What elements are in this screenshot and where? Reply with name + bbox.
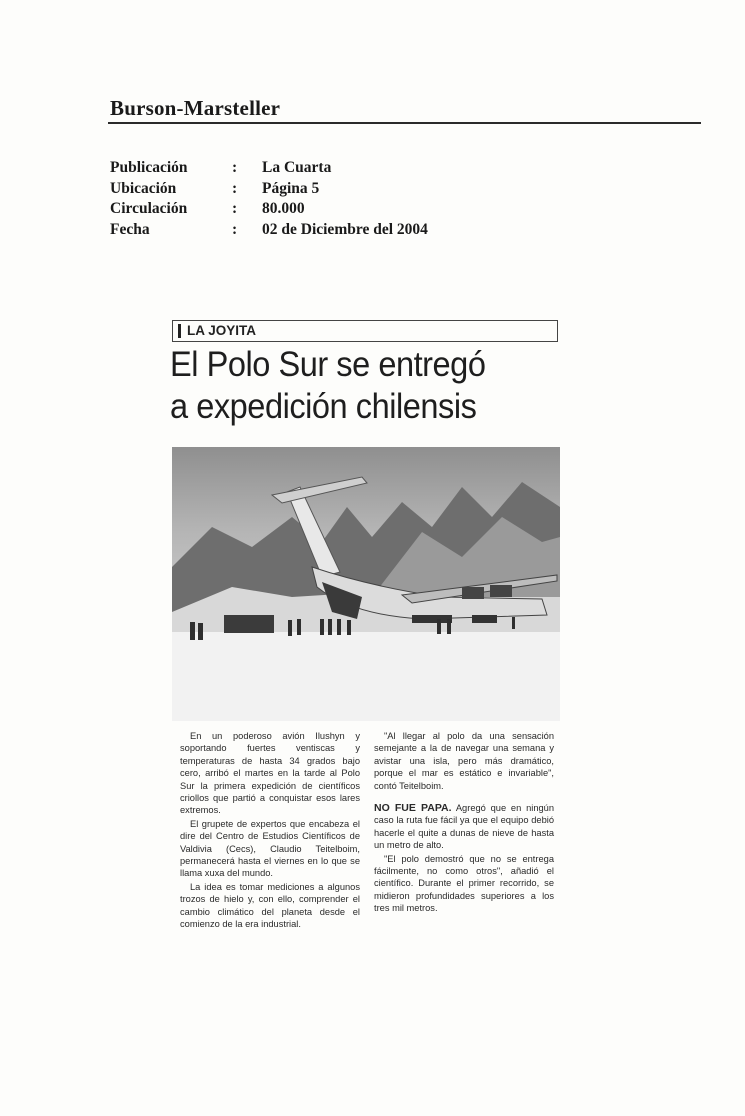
agency-name: Burson-Marsteller [110,96,281,120]
article-headline [170,344,535,428]
meta-value: 02 de Diciembre del 2004 [262,220,428,238]
meta-row-date [110,220,428,241]
clipping-metadata [110,158,428,240]
meta-colon: : [232,179,238,197]
photo-illustration [172,447,560,721]
meta-value: Página 5 [262,179,320,197]
article-paragraph: El grupete de expertos que encabeza el dire del Centro de Estudios Científicos de Valdivia (Cecs), Claudio Teitelboim, permanecerá hasta el viernes en lo que se llama xuxa del mundo. [180,818,360,879]
meta-row-publication [110,158,428,179]
meta-value: 80.000 [262,200,305,218]
meta-label: Fecha [110,220,150,238]
article-paragraph: "Al llegar al polo da una sensación semejante a la de navegar una semana y avistar una isla, pero más dramático, porque el mar es estático e invariable", contó Teitelboim. [374,731,554,791]
meta-value: La Cuarta [262,159,332,177]
article-paragraph-with-subhead [374,802,554,852]
meta-label: Circulación [110,200,188,218]
meta-colon: : [232,159,238,177]
meta-row-location [110,179,428,200]
meta-label: Publicación [110,159,188,177]
article-subhead: NO FUE PAPA. [374,802,452,815]
meta-label: Ubicación [110,179,177,197]
section-tag: LA JOYITA [172,320,558,342]
article-subhead-text: Agregó que en ningún caso la ruta fue fácil ya que el equipo debió hacerle el quite a dunas de nieve de hasta un metro de alto. [374,803,554,851]
article-photo-airplane-on-ice [172,447,560,721]
headline-line-1: El Polo Sur se entregó [170,345,486,384]
meta-row-circulation [110,199,428,220]
newspaper-clipping [162,312,567,940]
meta-colon: : [232,220,238,238]
header-rule [108,122,701,124]
article-paragraph: En un poderoso avión Ilushyn y soportando fuertes ventiscas y temperaturas de hasta 34 grados bajo cero, arribó el martes en la tarde al Polo Sur la primera expedición de científicos criollos que partió a conquistar esos lares extremos. [180,731,360,816]
article-column-left [180,730,360,932]
meta-colon: : [232,200,238,218]
headline-line-2: a expedición chilensis [170,387,477,426]
article-column-right [374,730,554,916]
article-paragraph: "El polo demostró que no se entrega fácilmente, no como otros", añadió el científico. Durante el primer recorrido, se midieron profundidades superiores a los tres mil metros. [374,853,554,914]
article-paragraph: La idea es tomar mediciones a algunos trozos de hielo y, con ello, comprender el cambio climático del planeta desde el comienzo de la era industrial. [180,881,360,930]
